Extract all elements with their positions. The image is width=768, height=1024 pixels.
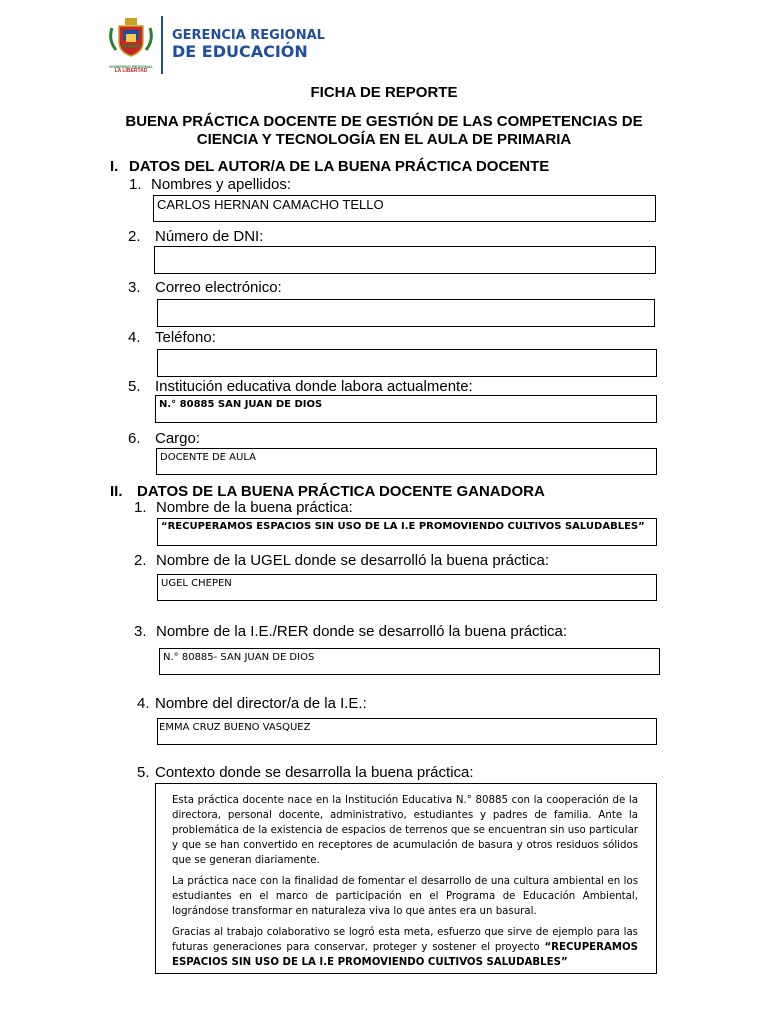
field-ie-box[interactable]: [159, 648, 660, 675]
org-name-line1: GERENCIA REGIONAL: [172, 28, 325, 43]
field-number: 6.: [128, 430, 141, 447]
field-cargo-value: DOCENTE DE AULA: [160, 452, 256, 463]
document-title: FICHA DE REPORTE: [310, 84, 458, 101]
field-label-institucion: Institución educativa donde labora actualmente:: [155, 378, 473, 395]
field-number: 2.: [128, 228, 141, 245]
section2-numeral: II.: [110, 483, 123, 500]
logo-caption-1: GOBIERNO REGIONAL: [108, 64, 153, 69]
document-subtitle-line2: CIENCIA Y TECNOLOGÍA EN EL AULA DE PRIMARIA: [196, 131, 572, 148]
context-paragraph-2: La práctica nace con la finalidad de fomentar el desarrollo de una cultura ambiental en los estudiantes en el marco de participación en el Programa de Educación Ambiental, lográndose transformar en naturaleza viva lo que antes era un basural.: [172, 876, 638, 917]
section2-heading: DATOS DE LA BUENA PRÁCTICA DOCENTE GANADORA: [137, 483, 545, 500]
field-number: 2.: [134, 552, 147, 569]
field-telefono-box[interactable]: [157, 349, 657, 377]
field-number: 4.: [137, 695, 150, 712]
field-label-director: Nombre del director/a de la I.E.:: [155, 695, 367, 712]
field-label-dni: Número de DNI:: [155, 228, 264, 245]
field-cargo-box[interactable]: [156, 448, 657, 475]
field-label-nombre-practica: Nombre de la buena práctica:: [156, 499, 353, 516]
context-paragraph-1: Esta práctica docente nace en la Institución Educativa N.° 80885 con la cooperación de la directora, personal docente, administrativo, estudiantes y padres de familia. Ante la problemática de la existencia de espacios de terrenos que se encuentran sin uso particular y que se han convertido en receptores de acumulación de basura y otros residuos sólidos que se generan diariamente.: [172, 795, 638, 866]
field-director-box[interactable]: [157, 718, 657, 745]
field-number: 4.: [128, 329, 141, 346]
logo-caption-2: LA LIBERTAD: [114, 68, 148, 74]
field-number: 5.: [128, 378, 141, 395]
field-label-correo: Correo electrónico:: [155, 279, 282, 296]
regional-coat-of-arms-logo: [106, 16, 156, 62]
context-paragraph-3: [172, 925, 638, 970]
field-dni-box[interactable]: [154, 246, 656, 274]
field-label-contexto: Contexto donde se desarrolla la buena práctica:: [155, 764, 474, 781]
org-name-line2: DE EDUCACIÓN: [172, 42, 308, 61]
field-ugel-box[interactable]: [157, 574, 657, 601]
field-correo-box[interactable]: [157, 299, 655, 327]
field-institucion-box[interactable]: [155, 395, 657, 423]
section1-heading: DATOS DEL AUTOR/A DE LA BUENA PRÁCTICA DOCENTE: [129, 158, 550, 175]
field-label-ugel: Nombre de la UGEL donde se desarrolló la buena práctica:: [156, 552, 550, 569]
context-paragraph-3-text: Gracias al trabajo colaborativo se logró esta meta, esfuerzo que sirve de ejemplo para las futuras generaciones para conservar, proteger y sostener el proyecto: [172, 927, 638, 953]
field-number: 1.: [129, 176, 142, 193]
field-nombre-practica-value: “RECUPERAMOS ESPACIOS SIN USO DE LA I.E PROMOVIENDO CULTIVOS SALUDABLES”: [161, 521, 645, 532]
field-nombres-value: CARLOS HERNAN CAMACHO TELLO: [157, 197, 384, 212]
field-label-nombres: Nombres y apellidos:: [151, 176, 292, 193]
field-director-value: EMMA CRUZ BUENO VASQUEZ: [159, 722, 311, 733]
header-divider: [161, 16, 163, 74]
field-contexto-box[interactable]: [155, 783, 657, 974]
field-label-telefono: Teléfono:: [155, 329, 216, 346]
document-subtitle-line1: BUENA PRÁCTICA DOCENTE DE GESTIÓN DE LAS COMPETENCIAS DE: [125, 113, 643, 130]
field-number: 3.: [134, 623, 147, 640]
field-nombre-practica-box[interactable]: [157, 518, 657, 546]
field-label-cargo: Cargo:: [155, 430, 201, 447]
field-ugel-value: UGEL CHEPEN: [161, 578, 232, 589]
header: [106, 14, 336, 76]
section1-numeral: I.: [110, 158, 119, 175]
field-number: 3.: [128, 279, 141, 296]
field-label-ie: Nombre de la I.E./RER donde se desarrolló la buena práctica:: [156, 623, 568, 640]
field-nombres-box[interactable]: [153, 195, 656, 222]
context-project-name: “RECUPERAMOS ESPACIOS SIN USO DE LA I.E PROMOVIENDO CULTIVOS SALUDABLES”: [172, 942, 638, 968]
field-number: 5.: [137, 764, 150, 781]
field-ie-value: N.° 80885- SAN JUAN DE DIOS: [163, 652, 315, 663]
field-institucion-value: N.° 80885 SAN JUAN DE DIOS: [159, 399, 323, 410]
field-number: 1.: [134, 499, 147, 516]
